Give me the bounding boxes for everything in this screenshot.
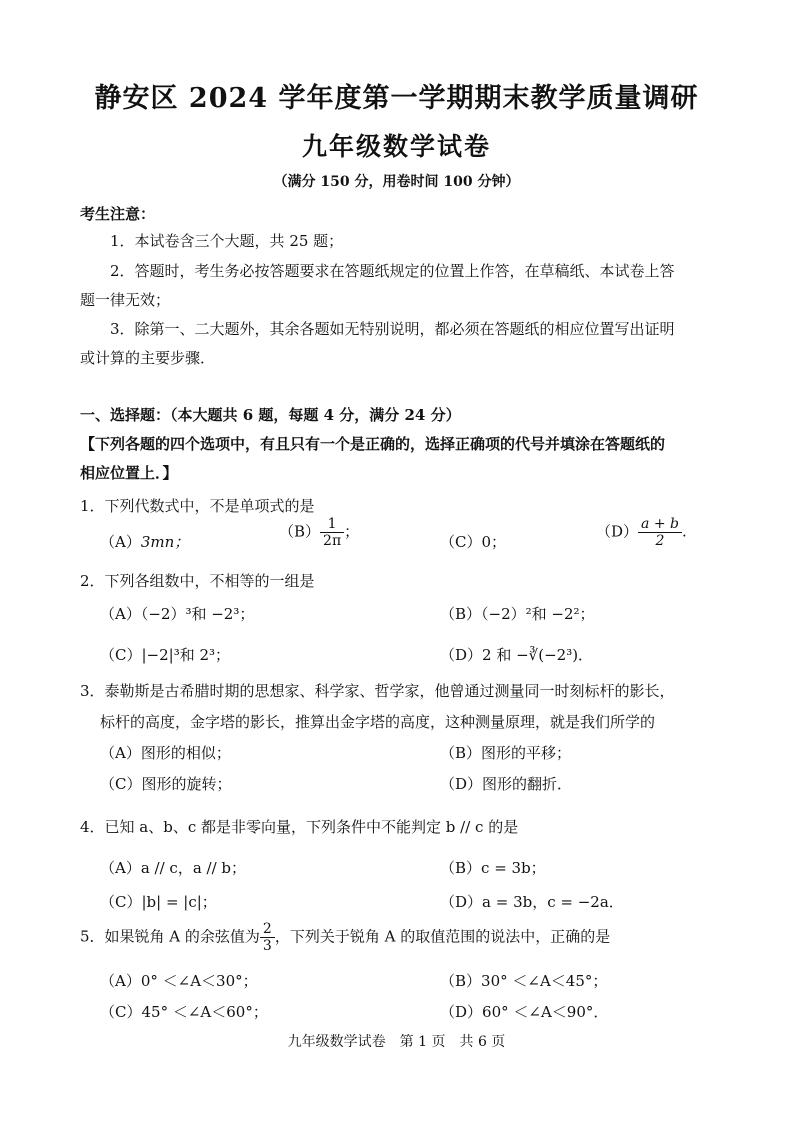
q2-option-c: （C）|−2|³和 2³；	[100, 646, 231, 664]
q4-stem: 4．已知 a、b、c 都是非零向量，下列条件中不能判定 b // c 的是	[80, 818, 519, 836]
q4-option-d: （D）a = 3b，c = −2a．	[440, 893, 624, 911]
q1-c-label: （C）	[440, 533, 482, 551]
q4-option-b: （B）c = 3b；	[440, 859, 546, 877]
q5-stem-post: ，下列关于锐角 A 的取值范围的说法中，正确的是	[274, 927, 611, 946]
q1-option-b	[279, 516, 359, 549]
q1-b-fraction	[320, 516, 344, 549]
q1-d-denominator: 2	[655, 533, 665, 549]
page-footer: 九年级数学试卷 第 1 页 共 6 页	[287, 1034, 506, 1050]
q1-b-denominator: 2π	[323, 533, 342, 549]
q5-fraction-den: 3	[262, 938, 272, 954]
exam-subtitle: 九年级数学试卷	[301, 132, 491, 161]
notice-item-2-cont: 题一律无效；	[80, 291, 171, 309]
q1-d-label: （D）	[596, 522, 639, 541]
section1-heading: 一、选择题：（本大题共 6 题，每题 4 分，满分 24 分）	[80, 406, 461, 424]
q1-d-numerator: a + b	[638, 516, 682, 533]
q3-option-b: （B）图形的平移；	[440, 744, 572, 762]
q1-a-text: 3mn；	[140, 533, 190, 551]
q4-option-c: （C）|b| = |c|；	[100, 893, 217, 911]
q2-stem: 2．下列各组数中，不相等的一组是	[80, 572, 315, 590]
q1-option-d	[596, 516, 687, 549]
q5-option-a: （A）0° ＜∠A＜30°；	[100, 972, 258, 990]
q1-b-numerator: 1	[320, 516, 344, 533]
q3-stem-line2: 标杆的高度，金字塔的影长，推算出金字塔的高度，这种测量原理，就是我们所学的	[100, 713, 656, 731]
q3-option-a: （A）图形的相似；	[100, 744, 231, 762]
notice-item-3: 3．除第一、二大题外，其余各题如无特别说明，都必须在答题纸的相应位置写出证明	[110, 320, 675, 338]
notice-item-3-cont: 或计算的主要步骤．	[80, 349, 216, 367]
q1-stem: 1．下列代数式中，不是单项式的是	[80, 497, 315, 515]
q5-fraction-num: 2	[260, 921, 275, 938]
q3-stem-line1: 3．泰勒斯是古希腊时期的思想家、科学家、哲学家，他曾通过测量同一时刻标杆的影长，	[80, 682, 675, 700]
q4-option-a: （A）a // c，a // b；	[100, 859, 247, 877]
notice-item-2: 2．答题时，考生务必按答题要求在答题纸规定的位置上作答，在草稿纸、本试卷上答	[110, 262, 675, 280]
q1-b-label: （B）	[279, 522, 321, 541]
section1-instruction-2: 相应位置上．】	[80, 464, 178, 482]
notice-item-1: 1．本试卷含三个大题，共 25 题；	[110, 232, 344, 250]
notice-heading: 考生注意：	[80, 205, 156, 223]
q1-b-end: ；	[344, 522, 360, 541]
q1-d-end: .	[681, 522, 687, 541]
q2-option-b: （B）（−2）²和 −2²；	[440, 605, 595, 623]
q3-option-c: （C）图形的旋转；	[100, 775, 232, 793]
q1-a-label: （A）	[100, 533, 141, 551]
q5-option-b: （B）30° ＜∠A＜45°；	[440, 972, 608, 990]
q5-fraction	[260, 921, 275, 954]
q2-option-a: （A）（−2）³和 −2³；	[100, 605, 255, 623]
q3-option-d: （D）图形的翻折．	[440, 775, 573, 793]
q1-option-a	[100, 531, 189, 552]
section1-instruction-1: 【下列各题的四个选项中，有且只有一个是正确的，选择正确项的代号并填涂在答题纸的	[80, 435, 666, 453]
q1-c-text: 0；	[481, 533, 507, 551]
q5-option-c: （C）45° ＜∠A＜60°；	[100, 1003, 268, 1021]
q1-d-fraction	[638, 516, 682, 549]
exam-score-time-note: （满分 150 分，用卷时间 100 分钟）	[273, 174, 520, 190]
q1-option-c	[440, 531, 506, 552]
exam-title: 静安区 2024 学年度第一学期期末教学质量调研	[94, 83, 699, 114]
q5-stem	[80, 921, 610, 954]
q2-option-d: （D）2 和 −∛(−2³)．	[440, 646, 594, 664]
q5-stem-pre: 5．如果锐角 A 的余弦值为	[80, 927, 260, 946]
q5-option-d: （D）60° ＜∠A＜90°．	[440, 1003, 609, 1021]
